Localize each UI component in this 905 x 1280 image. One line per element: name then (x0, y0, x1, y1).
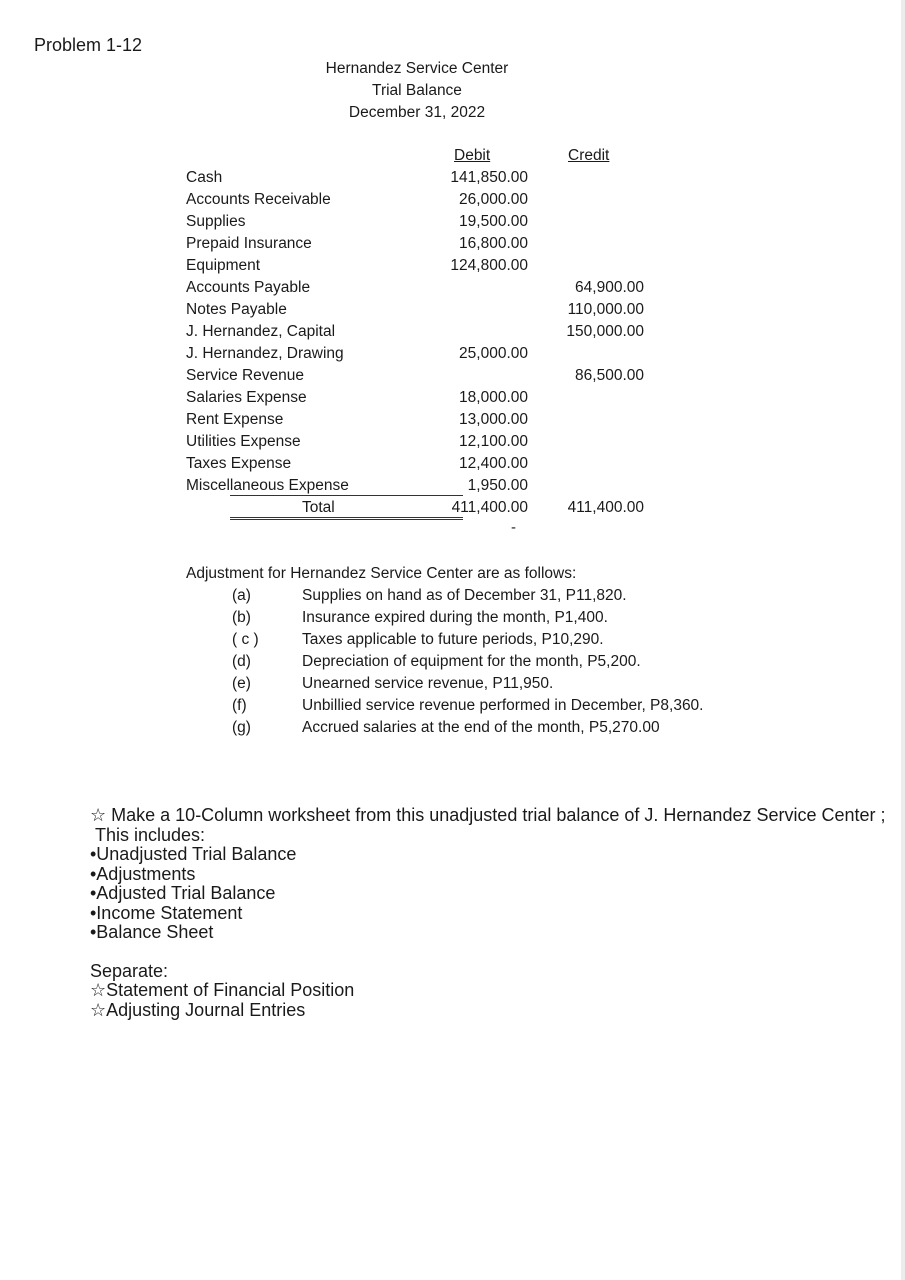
table-row (186, 211, 656, 233)
statement-title: Trial Balance (372, 82, 462, 99)
total-credit: 411,400.00 (567, 499, 644, 516)
total-row (186, 497, 656, 519)
debit-amount: 1,950.00 (467, 477, 528, 494)
table-row (186, 475, 656, 497)
credit-amount: 64,900.00 (575, 279, 644, 296)
table-row (186, 431, 656, 453)
table-row (186, 299, 656, 321)
table-row (186, 321, 656, 343)
table-row (186, 189, 656, 211)
account-name: Supplies (186, 213, 246, 230)
adjustment-letter: (f) (232, 697, 247, 714)
table-row (186, 387, 656, 409)
adjustment-item (186, 695, 786, 717)
account-name: Service Revenue (186, 367, 305, 384)
adjustment-letter: (b) (232, 609, 251, 626)
separate-list (90, 981, 880, 1020)
table-row (186, 277, 656, 299)
credit-amount: 86,500.00 (575, 367, 644, 384)
account-name: Notes Payable (186, 301, 287, 318)
total-debit: 411,400.00 (451, 499, 528, 516)
account-name: Salaries Expense (186, 389, 307, 406)
debit-amount: 19,500.00 (459, 213, 528, 230)
list-item: •Income Statement (90, 902, 243, 923)
table-row (186, 365, 656, 387)
account-name: Equipment (186, 257, 261, 274)
table-row (186, 409, 656, 431)
adjustment-text: Accrued salaries at the end of the month, P5,270.00 (302, 719, 660, 736)
instruction-main: ☆ Make a 10-Column worksheet from this unadjusted trial balance of J. Hernandez Service Center ; (90, 805, 886, 825)
adjustment-item (186, 629, 786, 651)
adjustment-text: Unearned service revenue, P11,950. (302, 675, 554, 692)
account-name: Taxes Expense (186, 455, 292, 472)
debit-amount: 12,100.00 (459, 433, 528, 450)
credit-amount: 110,000.00 (567, 301, 644, 318)
adjustment-item (186, 717, 786, 739)
table-row (186, 343, 656, 365)
account-name: J. Hernandez, Capital (186, 323, 336, 340)
debit-amount: 18,000.00 (459, 389, 528, 406)
trial-balance-table (186, 145, 656, 519)
table-row (186, 233, 656, 255)
spacer (90, 943, 880, 962)
list-item: •Adjustments (90, 863, 196, 884)
instructions-section (90, 805, 886, 1020)
adjustments-section (186, 563, 786, 739)
adjustment-letter: (g) (232, 719, 251, 736)
adjustments-intro: Adjustment for Hernandez Service Center are as follows: (186, 565, 577, 582)
account-name: Miscellaneous Expense (186, 477, 349, 494)
table-header (186, 145, 656, 167)
adjustments-list (186, 585, 786, 739)
account-name: Accounts Payable (186, 279, 311, 296)
debit-amount: 124,800.00 (450, 257, 528, 274)
adjustment-text: Depreciation of equipment for the month, P5,200. (302, 653, 641, 670)
debit-amount: 141,850.00 (450, 169, 528, 186)
problem-label: Problem 1-12 (34, 35, 143, 55)
debit-amount: 12,400.00 (459, 455, 528, 472)
page-edge (901, 0, 905, 1280)
table-row (186, 255, 656, 277)
account-name: Rent Expense (186, 411, 284, 428)
debit-header: Debit (454, 147, 491, 164)
trial-balance-heading (250, 58, 584, 124)
adjustment-item (186, 651, 786, 673)
adjustment-item (186, 585, 786, 607)
table-row (186, 167, 656, 189)
statement-date: December 31, 2022 (348, 104, 486, 121)
account-name: Utilities Expense (186, 433, 301, 450)
debit-amount: 26,000.00 (459, 191, 528, 208)
adjustment-text: Supplies on hand as of December 31, P11,820. (302, 587, 627, 604)
list-item: •Balance Sheet (90, 922, 214, 942)
trial-balance-rows (186, 167, 656, 497)
debit-amount: 16,800.00 (459, 235, 528, 252)
adjustment-letter: (a) (232, 587, 251, 604)
list-item: •Unadjusted Trial Balance (90, 844, 297, 864)
adjustment-letter: ( c ) (232, 631, 259, 648)
debit-amount: 25,000.00 (459, 345, 528, 362)
total-double-rule-bottom (230, 519, 463, 520)
list-item: ☆Adjusting Journal Entries (90, 999, 306, 1020)
total-rule (230, 495, 463, 496)
total-double-rule-top (230, 517, 463, 518)
adjustment-text: Unbillied service revenue performed in December, P8,360. (302, 697, 704, 714)
adjustment-text: Taxes applicable to future periods, P10,290. (302, 631, 604, 648)
adjustment-item (186, 607, 786, 629)
includes-list (90, 845, 880, 943)
table-row (186, 453, 656, 475)
difference-mark: - (511, 519, 516, 536)
adjustment-letter: (d) (232, 653, 251, 670)
separate-label: Separate: (90, 960, 169, 981)
company-name: Hernandez Service Center (325, 60, 509, 77)
adjustment-letter: (e) (232, 675, 251, 692)
total-label: Total (302, 499, 335, 516)
debit-amount: 13,000.00 (459, 411, 528, 428)
credit-header: Credit (568, 147, 610, 164)
adjustment-text: Insurance expired during the month, P1,400. (302, 609, 608, 626)
instruction-includes: This includes: (95, 824, 206, 845)
account-name: Cash (186, 169, 223, 186)
account-name: J. Hernandez, Drawing (186, 345, 344, 362)
list-item: ☆Statement of Financial Position (90, 980, 355, 1000)
account-name: Accounts Receivable (186, 191, 331, 208)
account-name: Prepaid Insurance (186, 235, 312, 252)
credit-amount: 150,000.00 (566, 323, 644, 340)
adjustment-item (186, 673, 786, 695)
list-item: •Adjusted Trial Balance (90, 883, 276, 903)
